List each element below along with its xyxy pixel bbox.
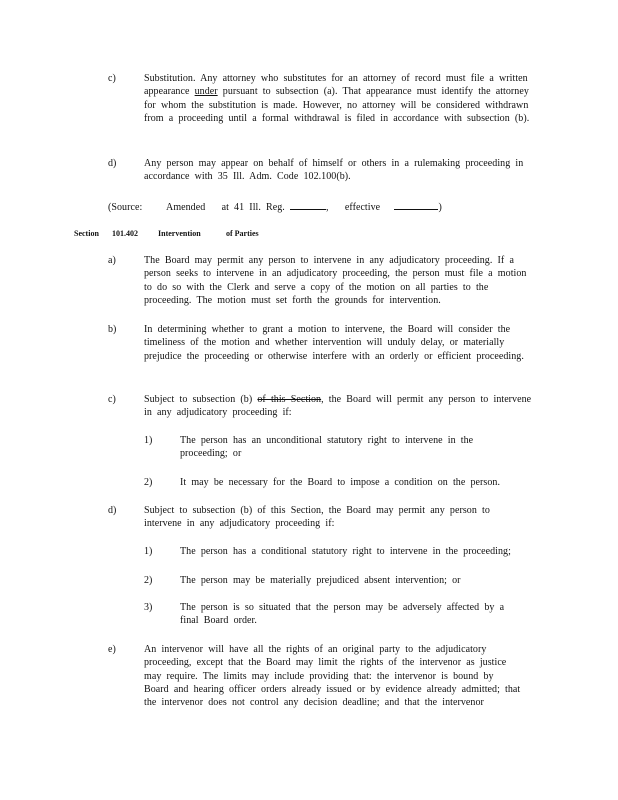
- source-register: at 41 Ill. Reg.: [221, 202, 285, 213]
- item-label: a): [108, 255, 116, 266]
- effective-blank: [394, 199, 438, 210]
- paragraph-e: An intervenor will have all the rights of an original party to the adjudicatory proceeding, except that the Board may limit the rights of the intervenor as justice may require. The limits may include providing that: the intervenor is bound by Board and hearing officer orders already issued or by evidence already admitted; that the intervenor does not control any decision deadline; and that the intervenor: [144, 644, 521, 709]
- item-label: b): [108, 324, 117, 335]
- source-prefix: (Source:: [108, 202, 143, 213]
- subitem-text: The person has an unconditional statutory right to intervene in the proceeding; or: [180, 435, 474, 460]
- subitem-text: The person is so situated that the person may be adversely affected by a final Board order.: [180, 602, 505, 627]
- paragraph-c: [144, 393, 539, 420]
- item-label: d): [108, 158, 117, 169]
- source-end: ): [438, 202, 442, 213]
- subitem-label: 2): [144, 477, 153, 488]
- paragraph-substitution: Substitution. Any attorney who substitutes for an attorney of record must file a written appearance under pursuant to subsection (a). That appearance must identify the attorney for whom the substitution is made. However, no attorney will be considered withdrawn from a proceeding until a formal withdrawal is filed in accordance with subsection (b).: [144, 73, 530, 124]
- paragraph-c-pre: Subject to subsection (b): [144, 394, 253, 405]
- subitem-text: The person may be materially prejudiced absent intervention; or: [180, 575, 461, 586]
- subitem-label: 1): [144, 435, 153, 446]
- section-title-part-1: Intervention: [158, 229, 201, 238]
- subitem-label: 1): [144, 546, 153, 557]
- item-label: d): [108, 505, 117, 516]
- underlined-text: under: [194, 86, 218, 98]
- source-separator: ,: [326, 202, 329, 213]
- source-amended: Amended: [166, 202, 206, 213]
- section-title-part-2: of Parties: [226, 229, 259, 238]
- subitem-text: It may be necessary for the Board to impose a condition on the person.: [180, 477, 500, 488]
- item-label: c): [108, 73, 116, 84]
- source-note: [108, 199, 528, 214]
- section-number: 101.402: [112, 229, 138, 238]
- source-effective: effective: [344, 202, 381, 213]
- paragraph-appearance: Any person may appear on behalf of himself or others in a rulemaking proceeding in accordance with 35 Ill. Adm. Code 102.100(b).: [144, 158, 524, 183]
- subitem-label: 3): [144, 602, 153, 613]
- subitem-label: 2): [144, 575, 153, 586]
- item-label: c): [108, 394, 116, 405]
- register-blank: [290, 199, 326, 210]
- paragraph-d: Subject to subsection (b) of this Section, the Board may permit any person to intervene in any adjudicatory proceeding if:: [144, 505, 490, 530]
- section-word: Section: [74, 229, 99, 238]
- paragraph-a: The Board may permit any person to intervene in any adjudicatory proceeding. If a person seeks to intervene in an adjudicatory proceeding, the person must file a motion to do so with the Clerk and serve a copy of the motion on all parties to the proceeding. The motion must set forth the grounds for intervention.: [144, 255, 527, 306]
- subitem-text: The person has a conditional statutory right to intervene in the proceeding;: [180, 546, 511, 557]
- paragraph-b: In determining whether to grant a motion to intervene, the Board will consider the timeliness of the motion and whether intervention will unduly delay, or materially prejudice the proceeding or otherwise interfere with an orderly or efficient proceeding.: [144, 324, 524, 362]
- item-label: e): [108, 644, 116, 655]
- paragraph-c-post: , the Board will permit any person to intervene in any adjudicatory proceeding if:: [144, 394, 532, 419]
- struck-text: of this Section: [257, 394, 322, 405]
